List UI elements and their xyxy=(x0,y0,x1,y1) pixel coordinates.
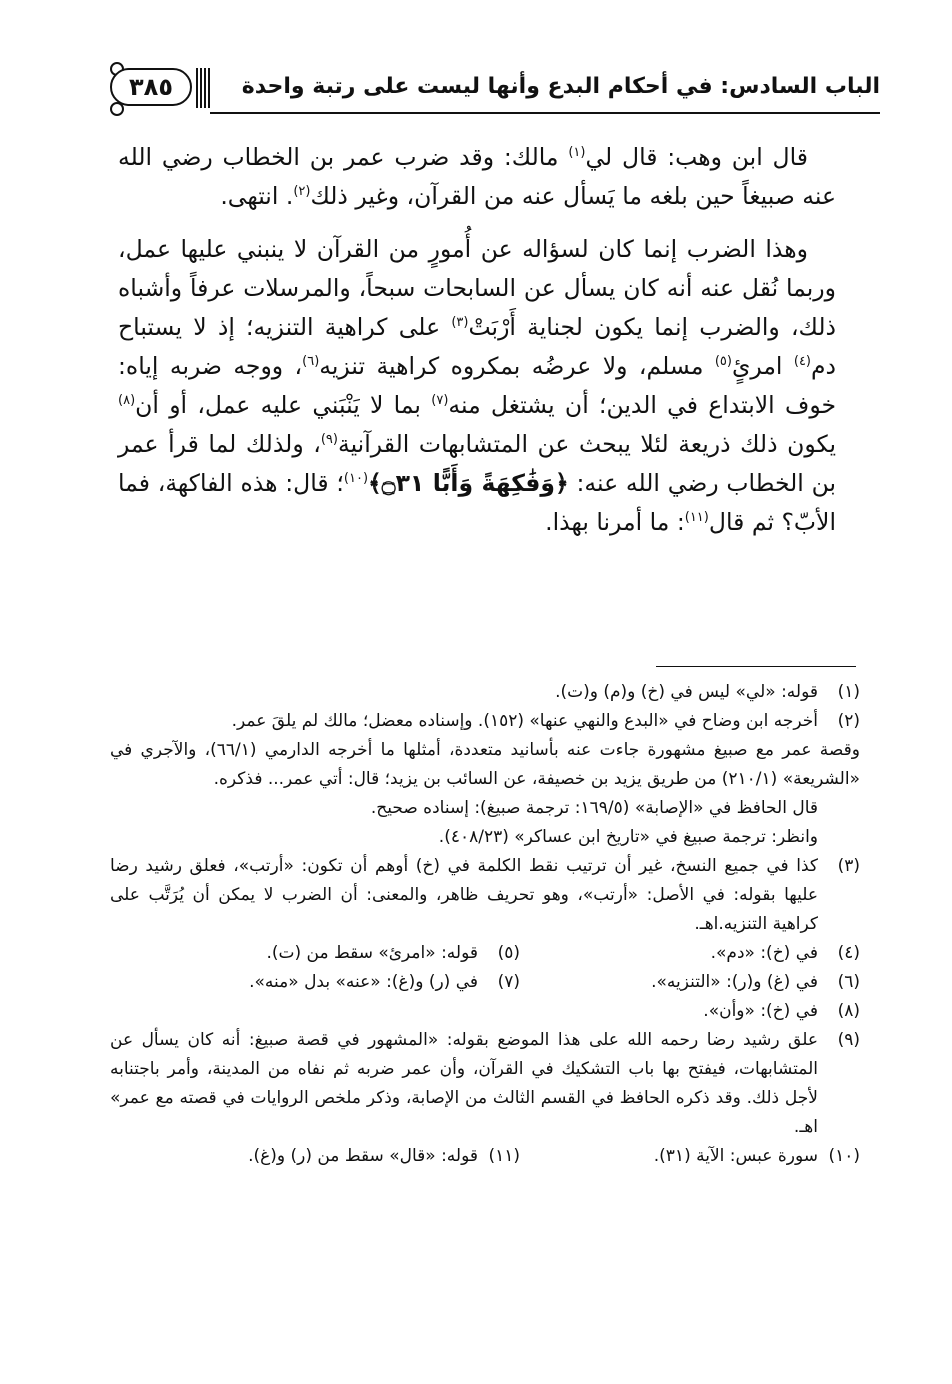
footnote-ref[interactable]: (٣) xyxy=(451,315,469,331)
footnote-10 xyxy=(520,1142,860,1171)
text-run: : ما أمرنا بهذا. xyxy=(545,508,685,536)
footnote-ref[interactable]: (٧) xyxy=(431,393,449,409)
text-run: مالك: وقد ضرب عمر بن الخطاب رضي الله عنه صبيغاً حين بلغه ما يَسأل عنه من القرآن، وغير ذلك xyxy=(118,143,836,210)
header-ornament-bars xyxy=(196,68,212,108)
footnote-row xyxy=(110,968,860,997)
footnote-text: قوله: «قال» سقط من (ر) و(غ). xyxy=(248,1146,478,1166)
text-run: قال ابن وهب: قال لي xyxy=(585,143,808,171)
footnote-number: (٨) xyxy=(837,1001,860,1021)
footnote-number: (٩) xyxy=(837,1030,860,1050)
footnote-6 xyxy=(520,968,860,997)
text-run: مسلم، ولا عرضُه بمكروه كراهية تنزيه xyxy=(319,352,715,380)
page-number: ٣٨٥ xyxy=(129,73,173,101)
footnote-ref[interactable]: (٩) xyxy=(320,432,338,448)
footnote-row xyxy=(110,939,860,968)
footnote-number: (٦) xyxy=(837,972,860,992)
footnote-text: قوله: «امرئ» سقط من (ت). xyxy=(266,943,478,963)
footnote-text: علق رشيد رضا رحمه الله على هذا الموضع بقوله: «المشهور في قصة صبيغ: أنه كان يسأل عن المتشابهات، فيفتح بها باب التشكيك في القرآن، وأن عمر ضربه ثم نفاه من المدينة، وأمر باجتنابه لأجل ذلك. وقد ذكره الحافظ في القسم الثالث من الإصابة، وذكر ملخص الروايات في قصته مع عمر» اهـ. xyxy=(110,1030,818,1137)
header-rule xyxy=(210,112,880,114)
text-run: امرئٍ xyxy=(731,352,794,380)
footnote-text: قوله: «لي» ليس في (خ) و(م) و(ت). xyxy=(555,682,818,702)
running-header xyxy=(100,60,880,120)
footnote-number: (٣) xyxy=(837,856,860,876)
page-number-badge xyxy=(110,68,192,106)
text-run: على كراهية التنزيه؛ إذ لا يستباح دم xyxy=(118,313,837,380)
footnote-2-continuation: وقصة عمر مع صبيغ مشهورة جاءت عنه بأسانيد متعددة، أمثلها ما أخرجه الدارمي (٦٦/١)، والآجري في «الشريعة» (٢١٠/١) من طريق يزيد بن خصيفة، عن السائب بن يزيد؛ قال: أتي عمر... فذكره. xyxy=(110,740,860,789)
footnote-text: أخرجه ابن وضاح في «البدع والنهي عنها» (١٥٢). وإسناده معضل؛ مالك لم يلقَ عمر. xyxy=(231,711,818,731)
footnote-ref[interactable]: (١٠) xyxy=(343,471,369,487)
footnote-text: في (خ): «وأن». xyxy=(703,1001,818,1021)
footnote-ref[interactable]: (٢) xyxy=(293,184,311,200)
footnote-4 xyxy=(520,939,860,968)
footnote-5 xyxy=(180,939,520,968)
footnote-number: (١١) xyxy=(488,1146,520,1166)
footnote-text: سورة عبس: الآية (٣١). xyxy=(653,1146,818,1166)
footnotes xyxy=(110,678,860,1171)
footnote-3 xyxy=(110,852,860,939)
footnote-2-continuation: قال الحافظ في «الإصابة» (١٦٩/٥: ترجمة صبيغ): إسناده صحيح. xyxy=(370,798,818,818)
text-run: ، ووجه ضربه إياه: خوف الابتداع في الدين؛ أن يشتغل منه xyxy=(118,352,837,419)
footnote-11 xyxy=(180,1142,520,1171)
text-run: . انتهى. xyxy=(220,182,294,210)
text-run: يكون ذلك ذريعة لئلا يبحث عن المتشابهات القرآنية xyxy=(337,430,837,458)
text-run: بما لا يَنْبَني عليه عمل، أو أن xyxy=(135,391,432,419)
paragraph-2 xyxy=(118,230,836,542)
paragraph-1 xyxy=(118,138,836,216)
footnote-7 xyxy=(180,968,520,997)
chapter-title: الباب السادس: في أحكام البدع وأنها ليست على رتبة واحدة xyxy=(241,74,880,99)
footnote-separator xyxy=(656,666,856,667)
footnote-text: في (ر) و(غ): «عنه» بدل «منه». xyxy=(249,972,478,992)
main-text xyxy=(118,138,836,542)
footnote-2-continuation: وانظر: ترجمة صبيغ في «تاريخ ابن عساكر» (٤٠٨/٢٣). xyxy=(438,827,818,847)
text-run: ؛ قال: هذه الفاكهة، فما الأبّ؟ ثم قال xyxy=(118,469,836,536)
text-run: ، ولذلك لما قرأ عمر بن الخطاب رضي الله عنه: xyxy=(118,430,836,497)
footnote-2 xyxy=(110,707,860,736)
footnote-text: كذا في جميع النسخ، غير أن ترتيب نقط الكلمة في (خ) أوهم أن تكون: «أرتب»، فعلق رشيد رضا عليها بقوله: في الأصل: «أرتب»، وهو تحريف ظاهر، والمعنى: أن الضرب لا يمكن أن يُرَتَّب على كراهية التنزيه.اهـ. xyxy=(110,856,818,934)
footnote-ref[interactable]: (٨) xyxy=(118,393,136,409)
footnote-row xyxy=(110,1142,860,1171)
footnote-number: (٥) xyxy=(497,943,520,963)
text-run: وهذا الضرب إنما كان لسؤاله عن أُمورٍ من القرآن لا ينبني عليها عمل، وربما نُقل عنه أنه كان يسأل عن السابحات سبحاً، والمرسلات عرفاً وأشباه ذلك، والضرب إنما يكون لجناية أَرْبَتْ xyxy=(118,235,836,341)
footnote-number: (٧) xyxy=(497,972,520,992)
footnote-ref[interactable]: (٤) xyxy=(793,354,811,370)
footnote-8 xyxy=(110,997,860,1026)
footnote-1 xyxy=(110,678,860,707)
footnote-ref[interactable]: (٥) xyxy=(714,354,732,370)
footnote-text: في (غ) و(ر): «التنزيه». xyxy=(651,972,818,992)
footnote-ref[interactable]: (١) xyxy=(568,145,586,161)
footnote-number: (٤) xyxy=(837,943,860,963)
footnote-number: (١) xyxy=(837,682,860,702)
footnote-ref[interactable]: (٦) xyxy=(302,354,320,370)
footnote-ref[interactable]: (١١) xyxy=(684,510,709,526)
footnote-number: (١٠) xyxy=(828,1146,860,1166)
footnote-9 xyxy=(110,1026,860,1142)
footnote-number: (٢) xyxy=(837,711,860,731)
quran-verse: ﴿وَفَٰكِهَةً وَأَبًّا ۝٣١﴾ xyxy=(368,469,569,497)
footnote-text: في (خ): «دم». xyxy=(710,943,818,963)
